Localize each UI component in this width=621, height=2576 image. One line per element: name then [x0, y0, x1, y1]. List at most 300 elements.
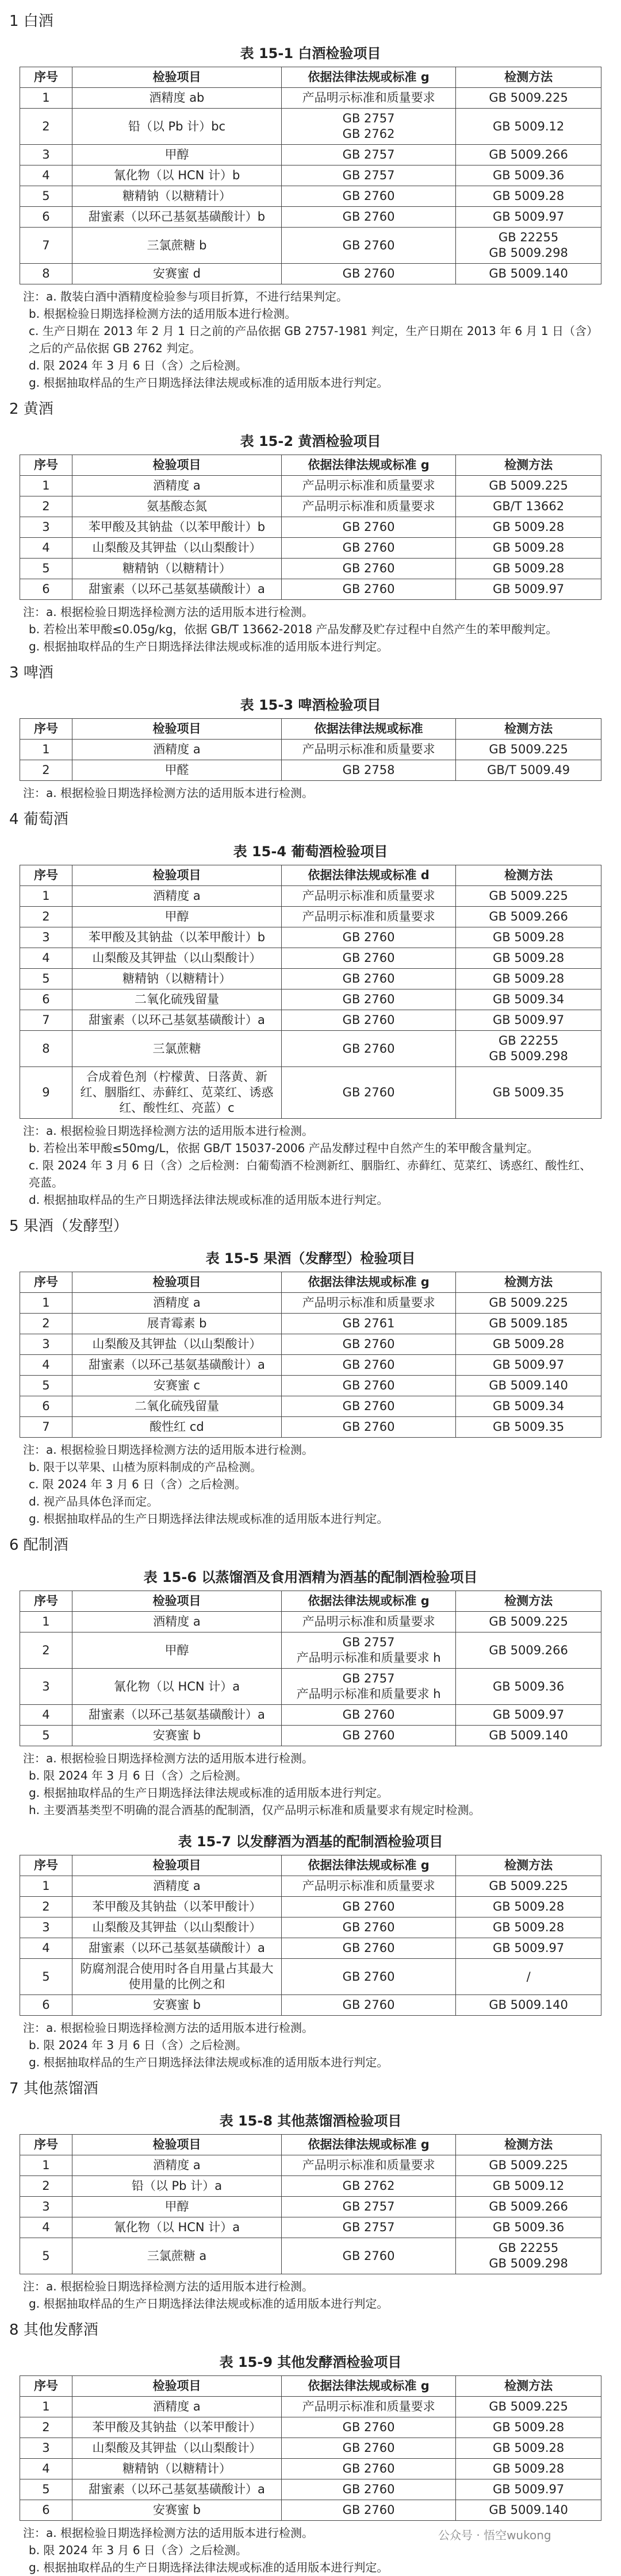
standard-cell: 产品明示标准和质量要求: [281, 886, 455, 907]
table-header-cell: 依据法律法规或标准 d: [281, 865, 455, 886]
seq-cell: 6: [20, 1995, 72, 2016]
seq-cell: 6: [20, 989, 72, 1010]
standard-cell: 产品明示标准和质量要求: [281, 1612, 455, 1632]
table-row: [20, 1417, 601, 1438]
table-row: [20, 1938, 601, 1959]
seq-cell: 3: [20, 1669, 72, 1705]
seq-cell: 4: [20, 948, 72, 969]
table-header-row: [20, 719, 601, 740]
note-line: h. 主要酒基类型不明确的混合酒基的配制酒，仅产品明示标准和质量要求有规定时检测。: [29, 1803, 481, 1817]
item-cell: 甜蜜素（以环己基氨基磺酸计）a: [72, 1355, 281, 1376]
item-cell: 氰化物（以 HCN 计）a: [72, 2217, 281, 2238]
table-header-cell: 检验项目: [72, 865, 281, 886]
method-cell: GB 5009.97: [456, 2479, 601, 2500]
seq-cell: 5: [20, 2238, 72, 2274]
table-row: [20, 2176, 601, 2197]
table-header-row: [20, 67, 601, 88]
table-title: 表 15-3 啤酒检验项目: [240, 697, 381, 713]
seq-cell: 1: [20, 2155, 72, 2176]
standard-cell: 产品明示标准和质量要求: [281, 476, 455, 496]
seq-cell: 5: [20, 186, 72, 207]
table-header-cell: 序号: [20, 2376, 72, 2397]
inspection-table: [20, 1855, 601, 2016]
standard-cell: GB 2761: [281, 1314, 455, 1334]
standard-cell: GB 2760: [281, 2238, 455, 2274]
item-cell: 甲醇: [72, 1632, 281, 1669]
table-row: [20, 2417, 601, 2438]
table-row: [20, 1314, 601, 1334]
table-row: [20, 2500, 601, 2521]
item-cell: 酒精度 a: [72, 886, 281, 907]
standard-cell: 产品明示标准和质量要求: [281, 740, 455, 760]
note-line: 注：a. 根据检验日期选择检测方法的适用版本进行检测。: [23, 1751, 313, 1765]
seq-cell: 2: [20, 2176, 72, 2197]
item-cell: 甜蜜素（以环己基氨基磺酸计）a: [72, 2479, 281, 2500]
table-row: [20, 2397, 601, 2417]
method-cell: GB 5009.28: [456, 186, 601, 207]
inspection-table: [20, 1591, 601, 1746]
table-row: [20, 1917, 601, 1938]
standard-cell: GB 2757: [281, 2197, 455, 2217]
seq-cell: 6: [20, 2500, 72, 2521]
seq-cell: 5: [20, 559, 72, 579]
standard-cell: GB 2760: [281, 989, 455, 1010]
seq-cell: 6: [20, 1396, 72, 1417]
standard-cell: GB 2760: [281, 264, 455, 284]
standard-cell: GB 2760: [281, 1705, 455, 1726]
table-header-cell: 检验项目: [72, 2135, 281, 2155]
note-line: g. 根据抽取样品的生产日期选择法律法规或标准的适用版本进行判定。: [29, 1786, 389, 1800]
item-cell: 山梨酸及其钾盐（以山梨酸计）: [72, 538, 281, 559]
note-line: 注：a. 根据检验日期选择检测方法的适用版本进行检测。: [23, 2526, 313, 2540]
item-cell: 氰化物（以 HCN 计）b: [72, 165, 281, 186]
standard-cell: GB 2760: [281, 1031, 455, 1067]
seq-cell: 2: [20, 1897, 72, 1917]
method-cell: GB 5009.28: [456, 517, 601, 538]
method-cell: GB 5009.266: [456, 2197, 601, 2217]
inspection-table: [20, 1272, 601, 1438]
table-row: [20, 1897, 601, 1917]
item-cell: 三氯蔗糖 b: [72, 228, 281, 264]
item-cell: 糖精钠（以糖精计）: [72, 969, 281, 989]
table-header-cell: 检测方法: [456, 1591, 601, 1612]
table-row: [20, 1396, 601, 1417]
table-row: [20, 88, 601, 109]
method-cell: GB 5009.28: [456, 1917, 601, 1938]
watermark: 公众号 · 悟空wukong: [438, 2528, 551, 2542]
table-row: [20, 907, 601, 927]
standard-cell: GB 2760: [281, 1396, 455, 1417]
table-header-row: [20, 1591, 601, 1612]
item-cell: 合成着色剂（柠檬黄、日落黄、新红、胭脂红、赤藓红、苋菜红、诱惑红、酸性红、亮蓝）c: [72, 1067, 281, 1119]
standard-cell: GB 2760: [281, 559, 455, 579]
method-cell: GB 22255 GB 5009.298: [456, 1031, 601, 1067]
table-row: [20, 989, 601, 1010]
seq-cell: 8: [20, 264, 72, 284]
seq-cell: 3: [20, 1917, 72, 1938]
method-cell: GB 5009.225: [456, 88, 601, 109]
table-notes: [23, 2019, 601, 2071]
section-heading: 5 果酒（发酵型）: [9, 1218, 128, 1235]
method-cell: GB 5009.225: [456, 2155, 601, 2176]
table-title: 表 15-4 葡萄酒检验项目: [233, 844, 388, 860]
table-row: [20, 948, 601, 969]
item-cell: 防腐剂混合使用时各自用量占其最大使用量的比例之和: [72, 1959, 281, 1995]
table-title: 表 15-5 果酒（发酵型）检验项目: [205, 1250, 416, 1266]
item-cell: 二氧化硫残留量: [72, 989, 281, 1010]
seq-cell: 8: [20, 1031, 72, 1067]
method-cell: GB 5009.225: [456, 2397, 601, 2417]
table-row: [20, 165, 601, 186]
item-cell: 氨基酸态氮: [72, 496, 281, 517]
item-cell: 二氧化硫残留量: [72, 1396, 281, 1417]
note-line: 注：a. 根据检验日期选择检测方法的适用版本进行检测。: [23, 2279, 313, 2293]
standard-cell: GB 2760: [281, 1995, 455, 2016]
table-header-cell: 序号: [20, 67, 72, 88]
table-header-cell: 检验项目: [72, 2376, 281, 2397]
note-line: 注：a. 根据检验日期选择检测方法的适用版本进行检测。: [23, 786, 313, 800]
method-cell: GB 5009.35: [456, 1417, 601, 1438]
inspection-table: [20, 455, 601, 600]
method-cell: GB 5009.225: [456, 1293, 601, 1314]
table-header-cell: 检测方法: [456, 67, 601, 88]
item-cell: 安赛蜜 d: [72, 264, 281, 284]
table-header-cell: 检测方法: [456, 1855, 601, 1876]
item-cell: 苯甲酸及其钠盐（以苯甲酸计）: [72, 1897, 281, 1917]
table-header-cell: 检测方法: [456, 1272, 601, 1293]
table-header-row: [20, 865, 601, 886]
table-row: [20, 1031, 601, 1067]
seq-cell: 6: [20, 579, 72, 600]
note-line: g. 根据抽取样品的生产日期选择法律法规或标准的适用版本进行判定。: [29, 2297, 389, 2311]
table-title: 表 15-6 以蒸馏酒及食用酒精为酒基的配制酒检验项目: [143, 1569, 478, 1585]
standard-cell: GB 2757: [281, 2217, 455, 2238]
table-row: [20, 1995, 601, 2016]
note-line: c. 限 2024 年 3 月 6 日（含）之后检测。: [29, 1477, 247, 1491]
item-cell: 山梨酸及其钾盐（以山梨酸计）: [72, 2438, 281, 2459]
standard-cell: GB 2760: [281, 1726, 455, 1746]
method-cell: GB 5009.28: [456, 927, 601, 948]
note-line: d. 视产品具体色泽而定。: [29, 1495, 159, 1508]
table-row: [20, 2155, 601, 2176]
note-line: c. 限 2024 年 3 月 6 日（含）之后检测：白葡萄酒不检测新红、胭脂红、赤藓红、苋菜红、诱惑红、酸性红、亮蓝。: [29, 1158, 592, 1189]
seq-cell: 1: [20, 1293, 72, 1314]
seq-cell: 5: [20, 969, 72, 989]
standard-cell: GB 2760: [281, 1376, 455, 1396]
table-header-cell: 检验项目: [72, 455, 281, 476]
item-cell: 糖精钠（以糖精计）: [72, 559, 281, 579]
table-header-cell: 依据法律法规或标准 g: [281, 67, 455, 88]
method-cell: GB 5009.266: [456, 907, 601, 927]
method-cell: GB 5009.97: [456, 1938, 601, 1959]
standard-cell: 产品明示标准和质量要求: [281, 2155, 455, 2176]
standard-cell: GB 2758: [281, 760, 455, 781]
table-header-cell: 依据法律法规或标准 g: [281, 2135, 455, 2155]
table-notes: [23, 603, 601, 655]
seq-cell: 4: [20, 538, 72, 559]
table-header-cell: 依据法律法规或标准 g: [281, 455, 455, 476]
item-cell: 安赛蜜 b: [72, 2500, 281, 2521]
method-cell: GB 22255 GB 5009.298: [456, 2238, 601, 2274]
table-header-row: [20, 2135, 601, 2155]
table-notes: [23, 288, 601, 391]
item-cell: 氰化物（以 HCN 计）a: [72, 1669, 281, 1705]
table-row: [20, 496, 601, 517]
method-cell: GB 5009.28: [456, 1334, 601, 1355]
standard-cell: GB 2760: [281, 2438, 455, 2459]
note-line: b. 限 2024 年 3 月 6 日（含）之后检测。: [29, 2038, 247, 2052]
note-line: 注：a. 根据检验日期选择检测方法的适用版本进行检测。: [23, 2021, 313, 2035]
standard-cell: GB 2757: [281, 165, 455, 186]
table-notes: [23, 1441, 601, 1527]
standard-cell: GB 2760: [281, 1959, 455, 1995]
seq-cell: 5: [20, 1726, 72, 1746]
table-row: [20, 517, 601, 538]
table-header-cell: 序号: [20, 1272, 72, 1293]
table-row: [20, 740, 601, 760]
item-cell: 酒精度 a: [72, 2155, 281, 2176]
seq-cell: 7: [20, 1417, 72, 1438]
table-row: [20, 476, 601, 496]
method-cell: GB 5009.225: [456, 1876, 601, 1897]
table-row: [20, 1067, 601, 1119]
item-cell: 安赛蜜 c: [72, 1376, 281, 1396]
method-cell: GB 5009.225: [456, 740, 601, 760]
seq-cell: 2: [20, 760, 72, 781]
table-header-cell: 依据法律法规或标准 g: [281, 1272, 455, 1293]
seq-cell: 1: [20, 740, 72, 760]
standard-cell: 产品明示标准和质量要求: [281, 88, 455, 109]
item-cell: 甜蜜素（以环己基氨基磺酸计）b: [72, 207, 281, 228]
item-cell: 甜蜜素（以环己基氨基磺酸计）a: [72, 1705, 281, 1726]
standard-cell: 产品明示标准和质量要求: [281, 2397, 455, 2417]
seq-cell: 3: [20, 927, 72, 948]
seq-cell: 1: [20, 1612, 72, 1632]
table-title: 表 15-2 黄酒检验项目: [240, 433, 381, 449]
seq-cell: 2: [20, 496, 72, 517]
seq-cell: 2: [20, 1314, 72, 1334]
note-line: b. 根据检验日期选择检测方法的适用版本进行检测。: [29, 307, 297, 321]
method-cell: GB 5009.12: [456, 2176, 601, 2197]
method-cell: GB 5009.35: [456, 1067, 601, 1119]
item-cell: 安赛蜜 b: [72, 1726, 281, 1746]
standard-cell: GB 2757 GB 2762: [281, 109, 455, 145]
seq-cell: 7: [20, 1010, 72, 1031]
table-row: [20, 886, 601, 907]
table-row: [20, 1876, 601, 1897]
note-line: d. 根据抽取样品的生产日期选择法律法规或标准的适用版本进行判定。: [29, 1193, 389, 1207]
method-cell: GB 5009.28: [456, 538, 601, 559]
standard-cell: GB 2760: [281, 2417, 455, 2438]
table-row: [20, 538, 601, 559]
section-heading: 6 配制酒: [9, 1537, 68, 1554]
standard-cell: GB 2760: [281, 1067, 455, 1119]
standard-cell: GB 2760: [281, 927, 455, 948]
seq-cell: 3: [20, 1334, 72, 1355]
inspection-table: [20, 2375, 601, 2521]
note-line: g. 根据抽取样品的生产日期选择法律法规或标准的适用版本进行判定。: [29, 640, 389, 653]
table-row: [20, 109, 601, 145]
table-header-cell: 依据法律法规或标准 g: [281, 1591, 455, 1612]
table-header-cell: 检验项目: [72, 1855, 281, 1876]
method-cell: GB 5009.28: [456, 1897, 601, 1917]
seq-cell: 4: [20, 165, 72, 186]
section-heading: 8 其他发酵酒: [9, 2321, 98, 2339]
method-cell: GB 5009.12: [456, 109, 601, 145]
standard-cell: 产品明示标准和质量要求: [281, 1293, 455, 1314]
seq-cell: 9: [20, 1067, 72, 1119]
method-cell: GB 5009.225: [456, 886, 601, 907]
method-cell: GB 5009.185: [456, 1314, 601, 1334]
table-row: [20, 2438, 601, 2459]
inspection-table: [20, 67, 601, 284]
standard-cell: GB 2760: [281, 2500, 455, 2521]
method-cell: GB 5009.28: [456, 2438, 601, 2459]
table-header-cell: 序号: [20, 719, 72, 740]
seq-cell: 4: [20, 1355, 72, 1376]
method-cell: GB 5009.97: [456, 1010, 601, 1031]
seq-cell: 1: [20, 886, 72, 907]
method-cell: GB 5009.36: [456, 2217, 601, 2238]
method-cell: GB 5009.34: [456, 1396, 601, 1417]
table-row: [20, 559, 601, 579]
item-cell: 酒精度 a: [72, 1612, 281, 1632]
standard-cell: GB 2760: [281, 1010, 455, 1031]
table-notes: [23, 2278, 601, 2312]
table-header-cell: 依据法律法规或标准 g: [281, 1855, 455, 1876]
table-row: [20, 2238, 601, 2274]
note-line: b. 限 2024 年 3 月 6 日（含）之后检测。: [29, 1769, 247, 1782]
standard-cell: GB 2760: [281, 228, 455, 264]
note-line: b. 若检出苯甲酸≤0.05g/kg，依据 GB/T 13662-2018 产品发酵及贮存过程中自然产生的苯甲酸判定。: [29, 622, 558, 636]
table-header-cell: 检测方法: [456, 865, 601, 886]
table-title: 表 15-9 其他发酵酒检验项目: [219, 2354, 402, 2370]
table-header-cell: 序号: [20, 865, 72, 886]
table-header-cell: 检验项目: [72, 1272, 281, 1293]
table-header-cell: 检测方法: [456, 2135, 601, 2155]
method-cell: GB 5009.97: [456, 207, 601, 228]
standard-cell: GB 2760: [281, 2459, 455, 2479]
standard-cell: GB 2757 产品明示标准和质量要求 h: [281, 1632, 455, 1669]
item-cell: 酒精度 a: [72, 2397, 281, 2417]
note-line: 注：a. 根据检验日期选择检测方法的适用版本进行检测。: [23, 605, 313, 619]
standard-cell: 产品明示标准和质量要求: [281, 496, 455, 517]
table-header-row: [20, 455, 601, 476]
table-row: [20, 1959, 601, 1995]
standard-cell: GB 2760: [281, 948, 455, 969]
method-cell: GB 5009.28: [456, 969, 601, 989]
item-cell: 糖精钠（以糖精计）: [72, 186, 281, 207]
seq-cell: 7: [20, 228, 72, 264]
table-header-cell: 检验项目: [72, 67, 281, 88]
standard-cell: GB 2760: [281, 1917, 455, 1938]
method-cell: GB 5009.140: [456, 1995, 601, 2016]
table-row: [20, 207, 601, 228]
note-line: b. 限于以苹果、山楂为原料制成的产品检测。: [29, 1460, 262, 1474]
method-cell: GB 5009.36: [456, 1669, 601, 1705]
standard-cell: GB 2760: [281, 538, 455, 559]
table-header-cell: 检验项目: [72, 719, 281, 740]
item-cell: 展青霉素 b: [72, 1314, 281, 1334]
note-line: g. 根据抽取样品的生产日期选择法律法规或标准的适用版本进行判定。: [29, 2055, 389, 2069]
standard-cell: GB 2762: [281, 2176, 455, 2197]
seq-cell: 4: [20, 1705, 72, 1726]
note-line: d. 限 2024 年 3 月 6 日（含）之后检测。: [29, 359, 247, 372]
table-row: [20, 1334, 601, 1355]
note-line: b. 限 2024 年 3 月 6 日（含）之后检测。: [29, 2543, 247, 2557]
table-row: [20, 1010, 601, 1031]
seq-cell: 3: [20, 517, 72, 538]
item-cell: 酸性红 cd: [72, 1417, 281, 1438]
table-header-cell: 检验项目: [72, 1591, 281, 1612]
note-line: g. 根据抽取样品的生产日期选择法律法规或标准的适用版本进行判定。: [29, 376, 389, 390]
seq-cell: 6: [20, 207, 72, 228]
table-row: [20, 927, 601, 948]
table-row: [20, 579, 601, 600]
item-cell: 甲醇: [72, 145, 281, 165]
method-cell: GB 5009.140: [456, 1376, 601, 1396]
seq-cell: 2: [20, 1632, 72, 1669]
table-row: [20, 186, 601, 207]
section-heading: 7 其他蒸馏酒: [9, 2080, 98, 2097]
method-cell: GB 5009.225: [456, 1612, 601, 1632]
table-row: [20, 1632, 601, 1669]
standard-cell: 产品明示标准和质量要求: [281, 1876, 455, 1897]
item-cell: 山梨酸及其钾盐（以山梨酸计）: [72, 948, 281, 969]
item-cell: 苯甲酸及其钠盐（以苯甲酸计）: [72, 2417, 281, 2438]
table-notes: [23, 1750, 601, 1819]
seq-cell: 4: [20, 1938, 72, 1959]
method-cell: GB/T 13662: [456, 496, 601, 517]
note-line: g. 根据抽取样品的生产日期选择法律法规或标准的适用版本进行判定。: [29, 1512, 389, 1526]
seq-cell: 4: [20, 2217, 72, 2238]
item-cell: 酒精度 a: [72, 1293, 281, 1314]
note-line: g. 根据抽取样品的生产日期选择法律法规或标准的适用版本进行判定。: [29, 2560, 389, 2574]
table-header-cell: 检测方法: [456, 2376, 601, 2397]
note-line: b. 若检出苯甲酸≤50mg/L，依据 GB/T 15037-2006 产品发酵过程中自然产生的苯甲酸含量判定。: [29, 1141, 539, 1155]
standard-cell: GB 2760: [281, 1417, 455, 1438]
seq-cell: 5: [20, 2479, 72, 2500]
table-notes: [23, 1122, 601, 1208]
method-cell: GB 5009.140: [456, 2500, 601, 2521]
table-row: [20, 228, 601, 264]
inspection-table: [20, 2134, 601, 2274]
seq-cell: 1: [20, 1876, 72, 1897]
item-cell: 酒精度 ab: [72, 88, 281, 109]
standard-cell: GB 2760: [281, 517, 455, 538]
standard-cell: GB 2760: [281, 207, 455, 228]
standard-cell: GB 2760: [281, 1334, 455, 1355]
table-header-cell: 依据法律法规或标准 g: [281, 2376, 455, 2397]
table-header-cell: 检测方法: [456, 719, 601, 740]
section-heading: 2 黄酒: [9, 401, 53, 418]
item-cell: 铅（以 Pb 计）a: [72, 2176, 281, 2197]
table-header-cell: 检测方法: [456, 455, 601, 476]
note-line: c. 生产日期在 2013 年 2 月 1 日之前的产品依据 GB 2757-1981 判定，生产日期在 2013 年 6 月 1 日（含）之后的产品依据 GB 2762 判定。: [29, 324, 598, 355]
table-row: [20, 1705, 601, 1726]
method-cell: GB 5009.28: [456, 2417, 601, 2438]
method-cell: GB 22255 GB 5009.298: [456, 228, 601, 264]
method-cell: GB/T 5009.49: [456, 760, 601, 781]
item-cell: 糖精钠（以糖精计）: [72, 2459, 281, 2479]
seq-cell: 5: [20, 1959, 72, 1995]
seq-cell: 2: [20, 907, 72, 927]
table-row: [20, 1726, 601, 1746]
table-header-row: [20, 2376, 601, 2397]
standard-cell: GB 2760: [281, 1938, 455, 1959]
item-cell: 甜蜜素（以环己基氨基磺酸计）a: [72, 1938, 281, 1959]
seq-cell: 3: [20, 145, 72, 165]
